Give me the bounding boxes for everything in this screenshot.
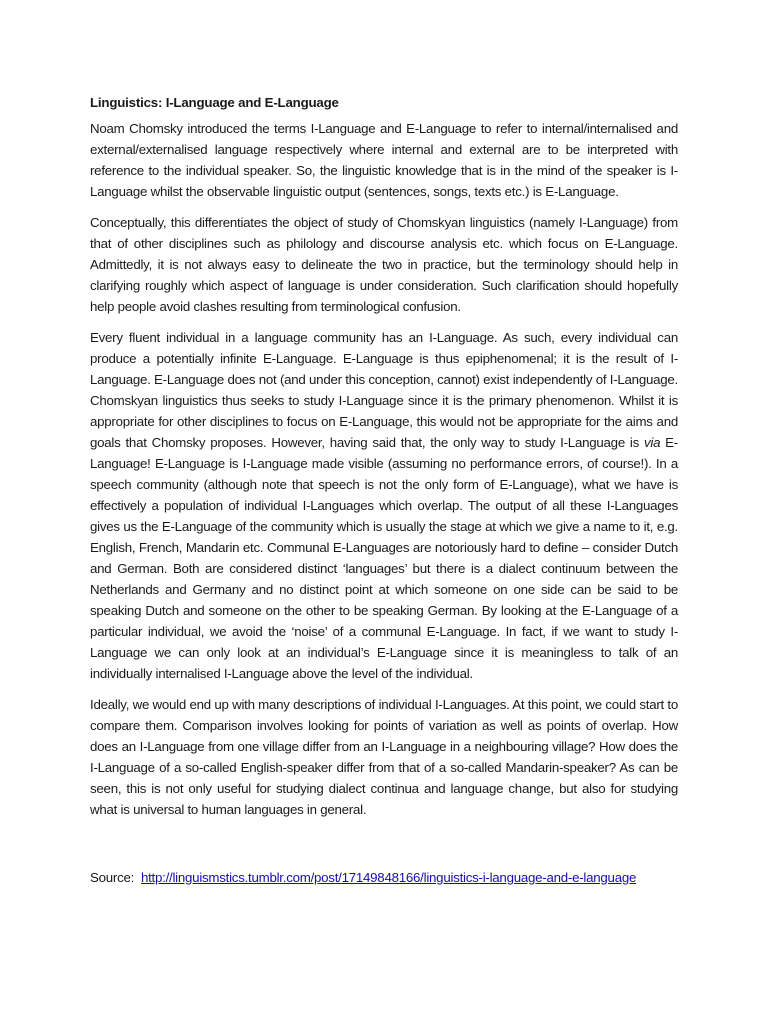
source-line [90,867,636,888]
paragraph-1 [90,118,678,202]
paragraph-text: E-Language! E-Language is I-Language made visible (assuming no performance errors, of course!). In a speech community (although note that speech is not the only form of E-Language), what we have is effectively a population of individual I-Languages which overlap. The output of all these I-Languages gives us the E-Language of the community which is usually the stage at which we give a name to it, e.g. English, French, Mandarin etc. Communal E-Languages are notoriously hard to define – consider Dutch and German. Both are considered distinct ‘languages’ but there is a dialect continuum between the Netherlands and Germany and no distinct point at which someone on one side can be said to be speaking Dutch and someone on the other to be speaking German. By looking at the E-Language of a particular individual, we avoid the ‘noise’ of a communal E-Language. In fact, if we want to study I-Language we can only look at an individual’s E-Language since it is meaningless to talk of an individually internalised I-Language above the level of the individual. [90,435,678,681]
paragraph-text: Every fluent individual in a language community has an I-Language. As such, every individual can produce a potentially infinite E-Language. E-Language is thus epiphenomenal; it is the result of I-Language. E-Language does not (and under this conception, cannot) exist independently of I-Language. Chomskyan linguistics thus seeks to study I-Language since it is the primary phenomenon. Whilst it is appropriate for other disciplines to focus on E-Language, this would not be appropriate for the aims and goals that Chomsky proposes. However, having said that, the only way to study I-Language is [90,330,678,450]
source-link[interactable]: http://linguismstics.tumblr.com/post/17149848166/linguistics-i-language-and-e-language [140,870,637,885]
paragraph-4 [90,694,678,820]
paragraph-text: Ideally, we would end up with many descriptions of individual I-Languages. At this point, we could start to compare them. Comparison involves looking for points of variation as well as points of overlap. How does an I-Language from one village differ from an I-Language in a neighbouring village? How does the I-Language of a so-called English-speaker differ from that of a so-called Mandarin-speaker? As can be seen, this is not only useful for studying dialect continua and language change, but also for studying what is universal to human languages in general. [90,697,678,817]
document-body [90,92,678,830]
paragraph-text: Conceptually, this differentiates the object of study of Chomskyan linguistics (namely I-Language) from that of other disciplines such as philology and discourse analysis etc. which focus on E-Language. Admittedly, it is not always easy to delineate the two in practice, but the terminology should help in clarifying roughly which aspect of language is under consideration. Such clarification should hopefully help people avoid clashes resulting from terminological confusion. [90,215,678,314]
italic-emphasis: via [643,435,661,450]
document-title: Linguistics: I-Language and E-Language [90,95,339,110]
source-label: Source: [90,870,135,885]
paragraph-text: Noam Chomsky introduced the terms I-Language and E-Language to refer to internal/internalised and external/externalised language respectively where internal and external are to be interpreted with reference to the individual speaker. So, the linguistic knowledge that is in the mind of the speaker is I-Language whilst the observable linguistic output (sentences, songs, texts etc.) is E-Language. [90,121,678,199]
paragraph-3 [90,327,678,684]
paragraph-2 [90,212,678,317]
